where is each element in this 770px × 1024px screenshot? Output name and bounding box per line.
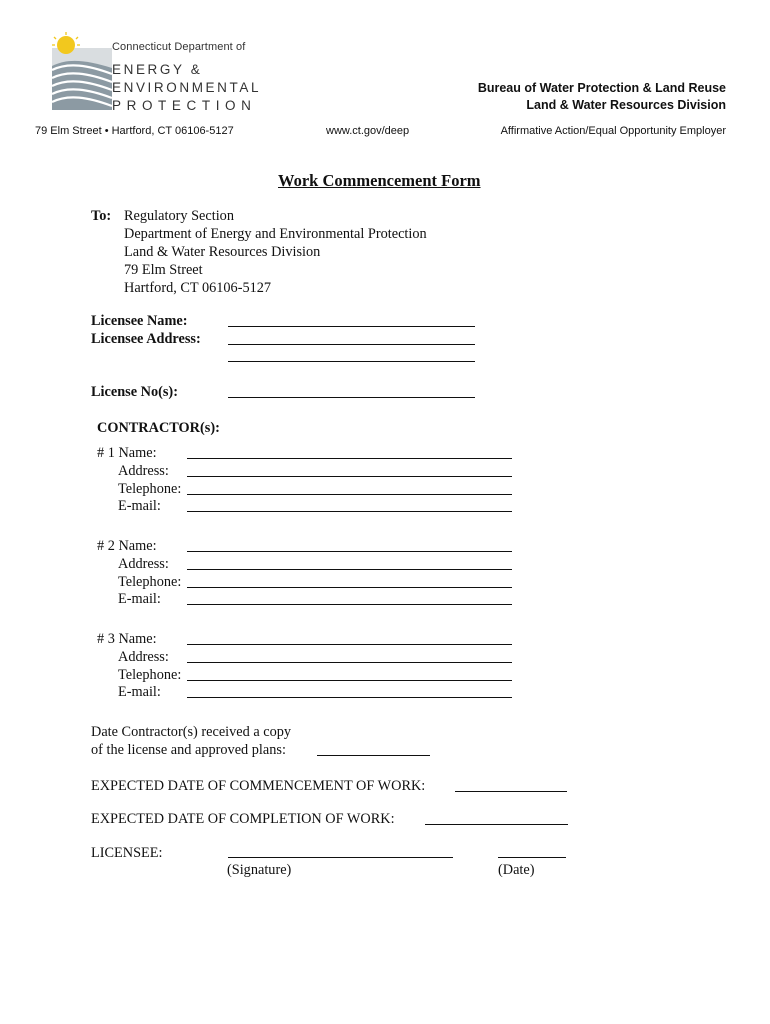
form-title: Work Commencement Form <box>278 171 481 190</box>
licensee-address-label: Licensee Address: <box>91 331 201 347</box>
license-no-label: License No(s): <box>91 384 178 400</box>
expected-completion-field[interactable] <box>425 824 568 825</box>
contractor-2-address-field[interactable] <box>187 569 512 570</box>
license-no-field[interactable] <box>228 397 475 398</box>
contractor-1-name-field[interactable] <box>187 458 512 459</box>
licensee-address-field-2[interactable] <box>228 361 475 362</box>
contractor-1-telephone-field[interactable] <box>187 494 512 495</box>
contractor-email-label: E-mail: <box>118 591 161 607</box>
contractor-address-label: Address: <box>118 556 169 572</box>
to-line: Department of Energy and Environmental Protection <box>124 226 427 242</box>
to-line: Regulatory Section <box>124 208 234 224</box>
contractor-telephone-label: Telephone: <box>118 667 182 683</box>
contractor-email-label: E-mail: <box>118 684 161 700</box>
signature-date-field[interactable] <box>498 857 566 858</box>
contractor-telephone-label: Telephone: <box>118 481 182 497</box>
to-line: Land & Water Resources Division <box>124 244 321 260</box>
signature-caption: (Signature) <box>227 862 292 878</box>
licensee-name-field[interactable] <box>228 326 475 327</box>
contractor-3-address-field[interactable] <box>187 662 512 663</box>
contractor-3-email-field[interactable] <box>187 697 512 698</box>
contractors-heading: CONTRACTOR(s): <box>97 420 220 436</box>
expected-commencement-label: EXPECTED DATE OF COMMENCEMENT OF WORK: <box>91 778 426 794</box>
agency-name-small: Connecticut Department of <box>112 41 246 53</box>
agency-name-environmental: ENVIRONMENTAL <box>112 80 262 95</box>
to-line: Hartford, CT 06106-5127 <box>124 280 272 296</box>
employer-statement: Affirmative Action/Equal Opportunity Employer <box>500 125 726 137</box>
licensee-address-field-1[interactable] <box>228 344 475 345</box>
website-link[interactable]: www.ct.gov/deep <box>326 125 410 137</box>
to-label: To: <box>91 208 112 224</box>
contractor-2-name-field[interactable] <box>187 551 512 552</box>
division-name: Land & Water Resources Division <box>526 98 726 112</box>
contractor-2-email-field[interactable] <box>187 604 512 605</box>
contractor-name-label: # 3 Name: <box>97 631 157 647</box>
contractor-telephone-label: Telephone: <box>118 574 182 590</box>
bureau-name: Bureau of Water Protection & Land Reuse <box>477 81 726 95</box>
to-line: 79 Elm Street <box>124 262 203 278</box>
logo-waves-icon <box>46 32 114 110</box>
contractor-1-address-field[interactable] <box>187 476 512 477</box>
agency-name-energy: ENERGY & <box>112 62 203 77</box>
deep-logo <box>46 32 114 115</box>
contractor-address-label: Address: <box>118 649 169 665</box>
street-address: 79 Elm Street • Hartford, CT 06106-5127 <box>35 125 234 137</box>
contractor-name-label: # 1 Name: <box>97 445 157 461</box>
contractor-name-label: # 2 Name: <box>97 538 157 554</box>
contractor-2-telephone-field[interactable] <box>187 587 512 588</box>
contractor-address-label: Address: <box>118 463 169 479</box>
agency-name-protection: PROTECTION <box>112 98 257 113</box>
signature-field[interactable] <box>228 857 453 858</box>
contractor-3-telephone-field[interactable] <box>187 680 512 681</box>
contractor-email-label: E-mail: <box>118 498 161 514</box>
expected-commencement-field[interactable] <box>455 791 567 792</box>
licensee-name-label: Licensee Name: <box>91 313 188 329</box>
date-caption: (Date) <box>498 862 535 878</box>
contractor-3-name-field[interactable] <box>187 644 512 645</box>
expected-completion-label: EXPECTED DATE OF COMPLETION OF WORK: <box>91 811 395 827</box>
received-copy-date-field[interactable] <box>317 755 430 756</box>
contractor-1-email-field[interactable] <box>187 511 512 512</box>
received-copy-label-line1: Date Contractor(s) received a copy <box>91 724 292 740</box>
received-copy-label-line2: of the license and approved plans: <box>91 742 286 758</box>
licensee-signature-label: LICENSEE: <box>91 845 163 861</box>
